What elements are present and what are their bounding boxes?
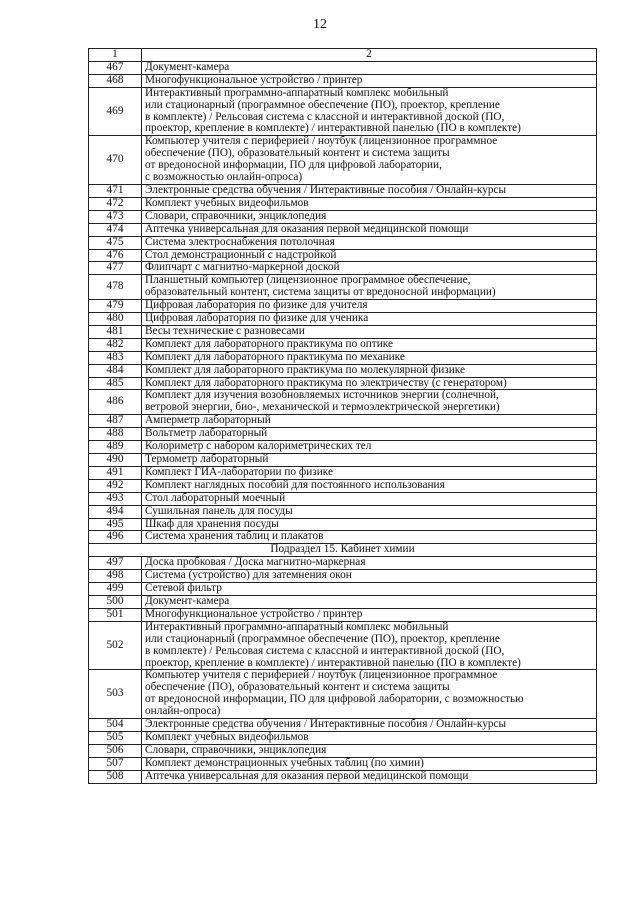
item-name-line: образовательный контент, система защиты от вредоносной информации) bbox=[145, 286, 496, 299]
table-row bbox=[89, 557, 597, 570]
item-name bbox=[142, 338, 597, 351]
item-name bbox=[142, 249, 597, 262]
table-row bbox=[89, 236, 597, 249]
item-name-line: Система (устройство) для затемнения окон bbox=[145, 569, 352, 582]
item-name bbox=[142, 61, 597, 74]
table-row bbox=[89, 364, 597, 377]
item-name bbox=[142, 325, 597, 338]
item-number: 472 bbox=[89, 197, 142, 210]
table-row bbox=[89, 608, 597, 621]
item-number: 491 bbox=[89, 466, 142, 479]
item-name-line: Компьютер учителя с периферией / ноутбук (лицензионное программное bbox=[145, 669, 498, 682]
item-name bbox=[142, 136, 597, 185]
table-row bbox=[89, 74, 597, 87]
item-name-line: Интерактивный программно-аппаратный комплекс мобильный bbox=[145, 86, 449, 99]
item-number: 479 bbox=[89, 300, 142, 313]
item-name-line: или стационарный (программное обеспечение (ПО), проектор, крепление bbox=[145, 98, 500, 111]
item-name bbox=[142, 621, 597, 670]
section-heading-row bbox=[89, 544, 597, 557]
item-name bbox=[142, 275, 597, 300]
table-row bbox=[89, 570, 597, 583]
item-name bbox=[142, 757, 597, 770]
item-number: 477 bbox=[89, 262, 142, 275]
item-number: 489 bbox=[89, 441, 142, 454]
item-name-line: Флипчарт с магнитно-маркерной доской bbox=[145, 261, 340, 274]
item-name-line: от вредоносной информации, ПО для цифровой лаборатории, bbox=[145, 159, 442, 172]
item-number: 474 bbox=[89, 223, 142, 236]
item-name-line: Комплект ГИА-лаборатории по физике bbox=[145, 465, 333, 478]
item-name-line: Многофункциональное устройство / принтер bbox=[145, 607, 363, 620]
item-name-line: Стол лабораторный моечный bbox=[145, 491, 286, 504]
item-number: 505 bbox=[89, 731, 142, 744]
item-name-line: Цифровая лаборатория по физике для учителя bbox=[145, 299, 368, 312]
item-name-line: Термометр лабораторный bbox=[145, 453, 269, 465]
item-number: 471 bbox=[89, 184, 142, 197]
table-row bbox=[89, 136, 597, 185]
item-name bbox=[142, 415, 597, 428]
item-name-line: Весы технические с разновесами bbox=[145, 324, 305, 337]
item-name-line: ветровой энергии, био-, механической и термоэлектрической энергетики) bbox=[145, 401, 500, 414]
item-name-line: Словари, справочники, энциклопедия bbox=[145, 743, 327, 756]
item-number: 500 bbox=[89, 595, 142, 608]
item-name bbox=[142, 454, 597, 467]
item-name bbox=[142, 731, 597, 744]
item-name bbox=[142, 428, 597, 441]
table-row bbox=[89, 223, 597, 236]
table-row bbox=[89, 518, 597, 531]
item-name-line: Компьютер учителя с периферией / ноутбук (лицензионное программное bbox=[145, 135, 498, 148]
table-row bbox=[89, 531, 597, 544]
item-name-line: Документ-камера bbox=[145, 60, 230, 73]
table-row bbox=[89, 454, 597, 467]
item-number: 492 bbox=[89, 479, 142, 492]
item-name bbox=[142, 223, 597, 236]
table-row bbox=[89, 492, 597, 505]
item-number: 494 bbox=[89, 505, 142, 518]
item-number: 508 bbox=[89, 770, 142, 783]
item-name-line: Система хранения таблиц и плакатов bbox=[145, 530, 324, 543]
item-name-line: Многофункциональное устройство / принтер bbox=[145, 73, 363, 86]
section-heading: Подраздел 15. Кабинет химии bbox=[89, 544, 597, 557]
item-name-line: Планшетный компьютер (лицензионное программное обеспечение, bbox=[145, 274, 471, 287]
page-number: 12 bbox=[313, 17, 327, 32]
equipment-table-body bbox=[89, 49, 597, 784]
item-name bbox=[142, 313, 597, 326]
table-row bbox=[89, 744, 597, 757]
table-row bbox=[89, 466, 597, 479]
table-row bbox=[89, 210, 597, 223]
table-row bbox=[89, 275, 597, 300]
table-row bbox=[89, 595, 597, 608]
item-name-line: в комплекте) / Рельсовая система с классной и интерактивной доской (ПО, bbox=[145, 110, 505, 123]
table-row bbox=[89, 770, 597, 783]
item-name bbox=[142, 364, 597, 377]
item-name-line: Комплект для лабораторного практикума по механике bbox=[145, 350, 405, 363]
item-name-line: онлайн-опроса) bbox=[145, 705, 221, 718]
item-number: 478 bbox=[89, 275, 142, 300]
item-name bbox=[142, 531, 597, 544]
item-number: 481 bbox=[89, 325, 142, 338]
item-number: 468 bbox=[89, 74, 142, 87]
item-name bbox=[142, 583, 597, 596]
item-name bbox=[142, 390, 597, 415]
item-name-line: Амперметр лабораторный bbox=[145, 414, 271, 427]
item-number: 476 bbox=[89, 249, 142, 262]
item-number: 488 bbox=[89, 428, 142, 441]
table-row bbox=[89, 441, 597, 454]
item-name-line: Аптечка универсальная для оказания первой медицинской помощи bbox=[145, 222, 469, 235]
table-row bbox=[89, 313, 597, 326]
item-name-line: Шкаф для хранения посуды bbox=[145, 517, 279, 530]
item-number: 502 bbox=[89, 621, 142, 670]
table-row bbox=[89, 719, 597, 732]
item-number: 487 bbox=[89, 415, 142, 428]
table-row bbox=[89, 670, 597, 719]
item-name bbox=[142, 670, 597, 719]
item-number: 493 bbox=[89, 492, 142, 505]
item-name-line: Интерактивный программно-аппаратный комплекс мобильный bbox=[145, 620, 449, 633]
item-name bbox=[142, 210, 597, 223]
item-name-line: с возможностью онлайн-опроса) bbox=[145, 171, 303, 184]
item-name bbox=[142, 518, 597, 531]
item-name-line: от вредоносной информации, ПО для цифровой лаборатории, с возможностью bbox=[145, 693, 524, 706]
item-name bbox=[142, 197, 597, 210]
item-name bbox=[142, 770, 597, 783]
item-number: 480 bbox=[89, 313, 142, 326]
item-name bbox=[142, 492, 597, 505]
item-name bbox=[142, 377, 597, 390]
item-name-line: Комплект для лабораторного практикума по электричеству (с генератором) bbox=[145, 376, 507, 389]
item-number: 506 bbox=[89, 744, 142, 757]
item-number: 486 bbox=[89, 390, 142, 415]
item-name bbox=[142, 479, 597, 492]
item-name-line: Аптечка универсальная для оказания первой медицинской помощи bbox=[145, 769, 469, 782]
item-name bbox=[142, 744, 597, 757]
item-number: 473 bbox=[89, 210, 142, 223]
item-name-line: Комплект учебных видеофильмов bbox=[145, 196, 309, 209]
column-header-name: 2 bbox=[142, 49, 597, 62]
item-name bbox=[142, 505, 597, 518]
item-number: 484 bbox=[89, 364, 142, 377]
table-row bbox=[89, 300, 597, 313]
item-name-line: Комплект для изучения возобновляемых источников энергии (солнечной, bbox=[145, 389, 499, 402]
table-row bbox=[89, 415, 597, 428]
item-number: 482 bbox=[89, 338, 142, 351]
table-header-row bbox=[89, 49, 597, 62]
table-row bbox=[89, 184, 597, 197]
item-name bbox=[142, 87, 597, 136]
table-row bbox=[89, 583, 597, 596]
item-number: 495 bbox=[89, 518, 142, 531]
item-name-line: Система электроснабжения потолочная bbox=[145, 235, 335, 248]
item-name-line: Комплект для лабораторного практикума по оптике bbox=[145, 337, 393, 350]
equipment-table bbox=[88, 48, 597, 784]
item-number: 498 bbox=[89, 570, 142, 583]
item-number: 483 bbox=[89, 351, 142, 364]
item-number: 467 bbox=[89, 61, 142, 74]
item-name bbox=[142, 236, 597, 249]
table-row bbox=[89, 505, 597, 518]
table-row bbox=[89, 428, 597, 441]
item-name bbox=[142, 262, 597, 275]
table-row bbox=[89, 731, 597, 744]
item-name-line: Словари, справочники, энциклопедия bbox=[145, 209, 327, 222]
column-header-number: 1 bbox=[89, 49, 142, 62]
item-name bbox=[142, 595, 597, 608]
item-number: 475 bbox=[89, 236, 142, 249]
item-name-line: Комплект для лабораторного практикума по молекулярной физике bbox=[145, 363, 465, 376]
item-name-line: Электронные средства обучения / Интерактивные пособия / Онлайн-курсы bbox=[145, 183, 507, 196]
table-row bbox=[89, 757, 597, 770]
item-name bbox=[142, 74, 597, 87]
item-name-line: Доска пробковая / Доска магнитно-маркерная bbox=[145, 556, 366, 569]
table-row bbox=[89, 351, 597, 364]
table-row bbox=[89, 390, 597, 415]
table-row bbox=[89, 479, 597, 492]
item-name bbox=[142, 300, 597, 313]
table-row bbox=[89, 197, 597, 210]
table-row bbox=[89, 249, 597, 262]
item-name-line: Цифровая лаборатория по физике для ученика bbox=[145, 312, 369, 325]
item-name bbox=[142, 557, 597, 570]
table-row bbox=[89, 377, 597, 390]
item-number: 497 bbox=[89, 557, 142, 570]
item-number: 503 bbox=[89, 670, 142, 719]
item-name-line: обеспечение (ПО), образовательный контент и система защиты bbox=[145, 681, 450, 694]
item-name-line: Комплект наглядных пособий для постоянного использования bbox=[145, 478, 445, 491]
item-name-line: Комплект учебных видеофильмов bbox=[145, 730, 309, 743]
table-row bbox=[89, 325, 597, 338]
item-name-line: Вольтметр лабораторный bbox=[145, 427, 268, 440]
table-row bbox=[89, 262, 597, 275]
item-name-line: Документ-камера bbox=[145, 594, 230, 607]
table-row bbox=[89, 61, 597, 74]
item-name-line: Сетевой фильтр bbox=[145, 582, 222, 595]
item-number: 501 bbox=[89, 608, 142, 621]
item-name bbox=[142, 184, 597, 197]
item-name bbox=[142, 351, 597, 364]
item-name-line: Стол демонстрационный с надстройкой bbox=[145, 248, 337, 261]
item-name-line: Колориметр с набором калориметрических тел bbox=[145, 440, 372, 453]
item-name bbox=[142, 570, 597, 583]
item-name bbox=[142, 441, 597, 454]
item-name-line: в комплекте) / Рельсовая система с классной и интерактивной доской (ПО, bbox=[145, 644, 505, 657]
table-row bbox=[89, 338, 597, 351]
item-number: 504 bbox=[89, 719, 142, 732]
item-name bbox=[142, 608, 597, 621]
item-number: 499 bbox=[89, 583, 142, 596]
item-number: 507 bbox=[89, 757, 142, 770]
item-name bbox=[142, 719, 597, 732]
table-row bbox=[89, 621, 597, 670]
item-name-line: проектор, крепление в комплекте) / интерактивной панелью (ПО в комплекте) bbox=[145, 656, 521, 669]
item-name-line: Сушильная панель для посуды bbox=[145, 504, 293, 517]
item-name-line: Комплект демонстрационных учебных таблиц (по химии) bbox=[145, 756, 424, 769]
item-name-line: проектор, крепление в комплекте) / интерактивной панелью (ПО в комплекте) bbox=[145, 122, 521, 135]
item-number: 485 bbox=[89, 377, 142, 390]
item-name bbox=[142, 466, 597, 479]
item-number: 469 bbox=[89, 87, 142, 136]
item-name-line: Электронные средства обучения / Интерактивные пособия / Онлайн-курсы bbox=[145, 718, 507, 731]
item-name-line: или стационарный (программное обеспечение (ПО), проектор, крепление bbox=[145, 632, 500, 645]
item-number: 470 bbox=[89, 136, 142, 185]
item-number: 490 bbox=[89, 454, 142, 467]
item-name-line: обеспечение (ПО), образовательный контент и система защиты bbox=[145, 147, 450, 160]
item-number: 496 bbox=[89, 531, 142, 544]
table-row bbox=[89, 87, 597, 136]
